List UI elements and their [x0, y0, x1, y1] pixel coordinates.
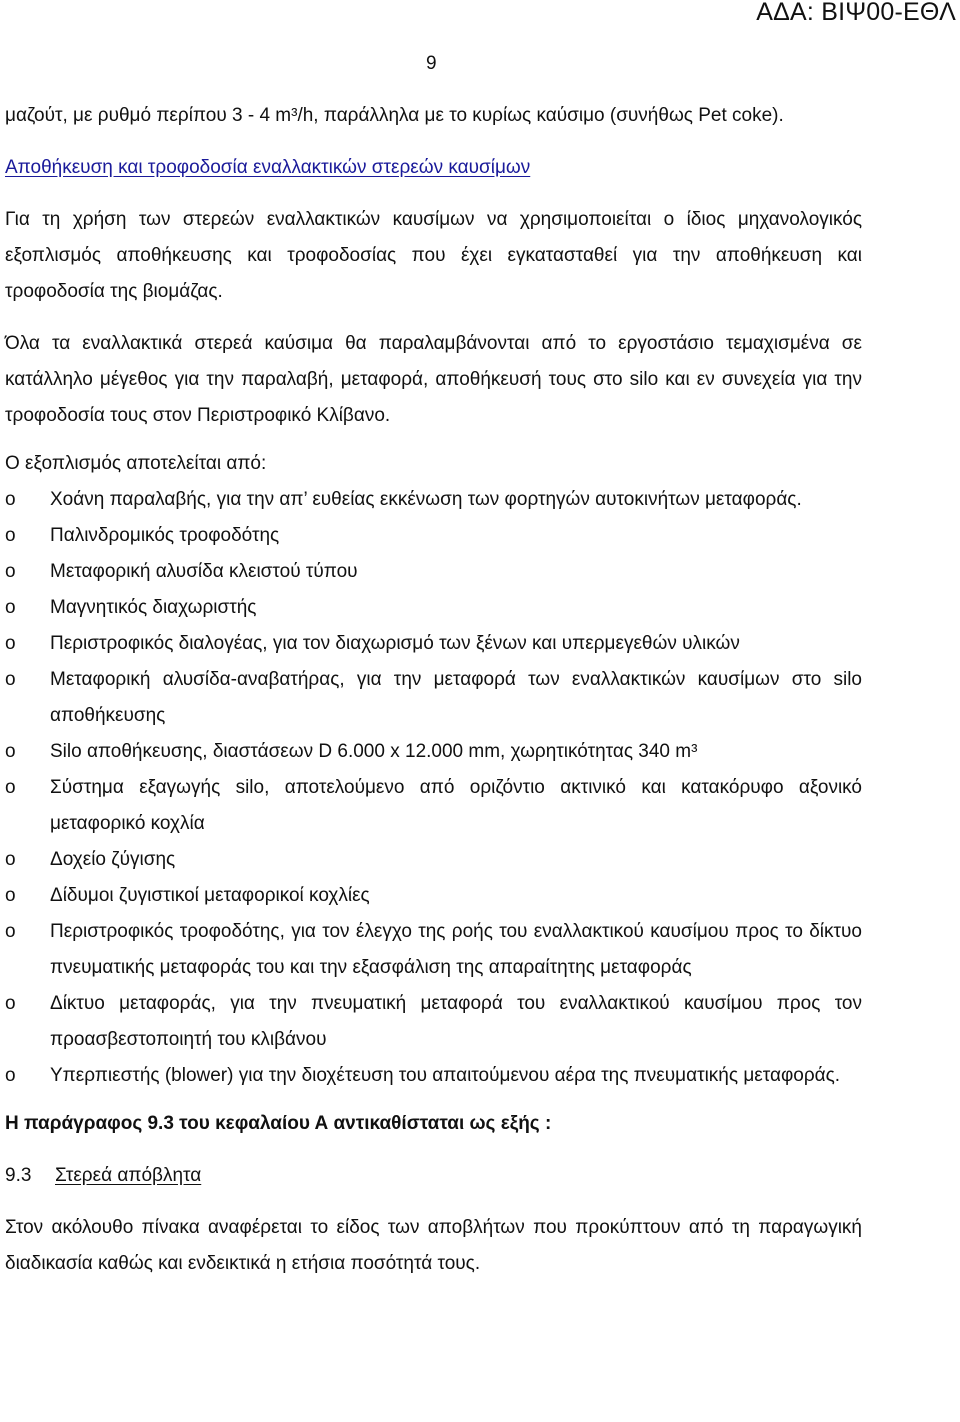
list-item — [5, 986, 862, 1058]
replacement-heading: Η παράγραφος 9.3 του κεφαλαίου Α αντικαθίσταται ως εξής : — [5, 1113, 552, 1134]
bullet-marker: o — [5, 597, 16, 618]
storage-heading: Αποθήκευση και τροφοδοσία εναλλακτικών στερεών καυσίμων — [5, 157, 531, 178]
list-item-text: Μεταφορική αλυσίδα-αναβατήρας, για την μεταφορά των εναλλακτικών καυσίμων στο silo αποθήκευσης — [50, 669, 862, 726]
list-item-text: Silo αποθήκευσης, διαστάσεων D 6.000 x 12.000 mm, χωρητικότητας 340 m³ — [50, 741, 698, 762]
list-item-text: Περιστροφικός τροφοδότης, για τον έλεγχο της ροής του εναλλακτικού καυσίμου προς το δίκτυο πνευματικής μεταφοράς του και την εξασφάλιση της απαραίτητης μεταφοράς — [50, 921, 862, 978]
paragraph-storage: Για τη χρήση των στερεών εναλλακτικών καυσίμων να χρησιμοποιείται ο ίδιος μηχανολογικός εξοπλισμός αποθήκευσης και τροφοδοσίας που έχει εγκατασταθεί για την αποθήκευση και τροφοδοσία της βιομάζας. — [5, 209, 862, 302]
equipment-intro: Ο εξοπλισμός αποτελείται από: — [5, 453, 267, 474]
document-body — [5, 98, 862, 1282]
list-item-text: Υπερπιεστής (blower) για την διοχέτευση του απαιτούμενου αέρα της πνευματικής μεταφοράς. — [50, 1065, 841, 1086]
list-item — [5, 482, 862, 518]
paragraph-waste: Στον ακόλουθο πίνακα αναφέρεται το είδος των αποβλήτων που προκύπτουν από τη παραγωγική διαδικασία καθώς και ενδεικτικά η ετήσια ποσότητά τους. — [5, 1217, 862, 1274]
list-item — [5, 878, 862, 914]
bullet-marker: o — [5, 777, 16, 798]
section-title: Στερεά απόβλητα — [55, 1165, 202, 1186]
list-item-text: Δίδυμοι ζυγιστικοί μεταφορικοί κοχλίες — [50, 885, 370, 906]
list-item-text: Δίκτυο μεταφοράς, για την πνευματική μεταφορά του εναλλακτικού καυσίμου προς τον προασβεστοποιητή του κλιβάνου — [50, 993, 862, 1050]
list-item — [5, 1058, 862, 1094]
equipment-list — [5, 482, 862, 1094]
bullet-marker: o — [5, 921, 16, 942]
list-item-text: Δοχείο ζύγισης — [50, 849, 176, 870]
bullet-marker: o — [5, 885, 16, 906]
list-item — [5, 590, 862, 626]
list-item — [5, 626, 862, 662]
list-item — [5, 662, 862, 734]
bullet-marker: o — [5, 1065, 16, 1086]
paragraph-top: μαζούτ, με ρυθμό περίπου 3 - 4 m³/h, παράλληλα με το κυρίως καύσιμο (συνήθως Pet coke). — [5, 105, 784, 126]
bullet-marker: o — [5, 633, 16, 654]
list-item — [5, 734, 862, 770]
bullet-marker: o — [5, 741, 16, 762]
list-item-text: Σύστημα εξαγωγής silo, αποτελούμενο από οριζόντιο ακτινικό και κατακόρυφο αξονικό μεταφορικό κοχλία — [50, 777, 862, 834]
list-item-text: Μαγνητικός διαχωριστής — [50, 597, 257, 618]
bullet-marker: o — [5, 561, 16, 582]
bullet-marker: o — [5, 525, 16, 546]
list-item — [5, 842, 862, 878]
bullet-marker: o — [5, 669, 16, 690]
list-item — [5, 518, 862, 554]
section-heading — [5, 1158, 862, 1194]
bullet-marker: o — [5, 489, 16, 510]
bullet-marker: o — [5, 849, 16, 870]
paragraph-fuels: Όλα τα εναλλακτικά στερεά καύσιμα θα παραλαμβάνονται από το εργοστάσιο τεμαχισμένα σε κατάλληλο μέγεθος για την παραλαβή, μεταφορά, αποθήκευσή τους στο silo και εν συνεχεία για την τροφοδοσία τους στον Περιστροφικό Κλίβανο. — [5, 333, 862, 426]
list-item-text: Περιστροφικός διαλογέας, για τον διαχωρισμό των ξένων και υπερμεγεθών υλικών — [50, 633, 740, 654]
ada-code: ΑΔΑ: ΒΙΨ00-ΕΘΛ — [756, 0, 956, 26]
list-item — [5, 554, 862, 590]
list-item — [5, 770, 862, 842]
list-item — [5, 914, 862, 986]
list-item-text: Παλινδρομικός τροφοδότης — [50, 525, 280, 546]
page-number: 9 — [426, 53, 437, 74]
list-item-text: Χοάνη παραλαβής, για την απ’ ευθείας εκκένωση των φορτηγών αυτοκινήτων μεταφοράς. — [50, 489, 802, 510]
list-item-text: Μεταφορική αλυσίδα κλειστού τύπου — [50, 561, 358, 582]
bullet-marker: o — [5, 993, 16, 1014]
section-number: 9.3 — [5, 1165, 32, 1186]
